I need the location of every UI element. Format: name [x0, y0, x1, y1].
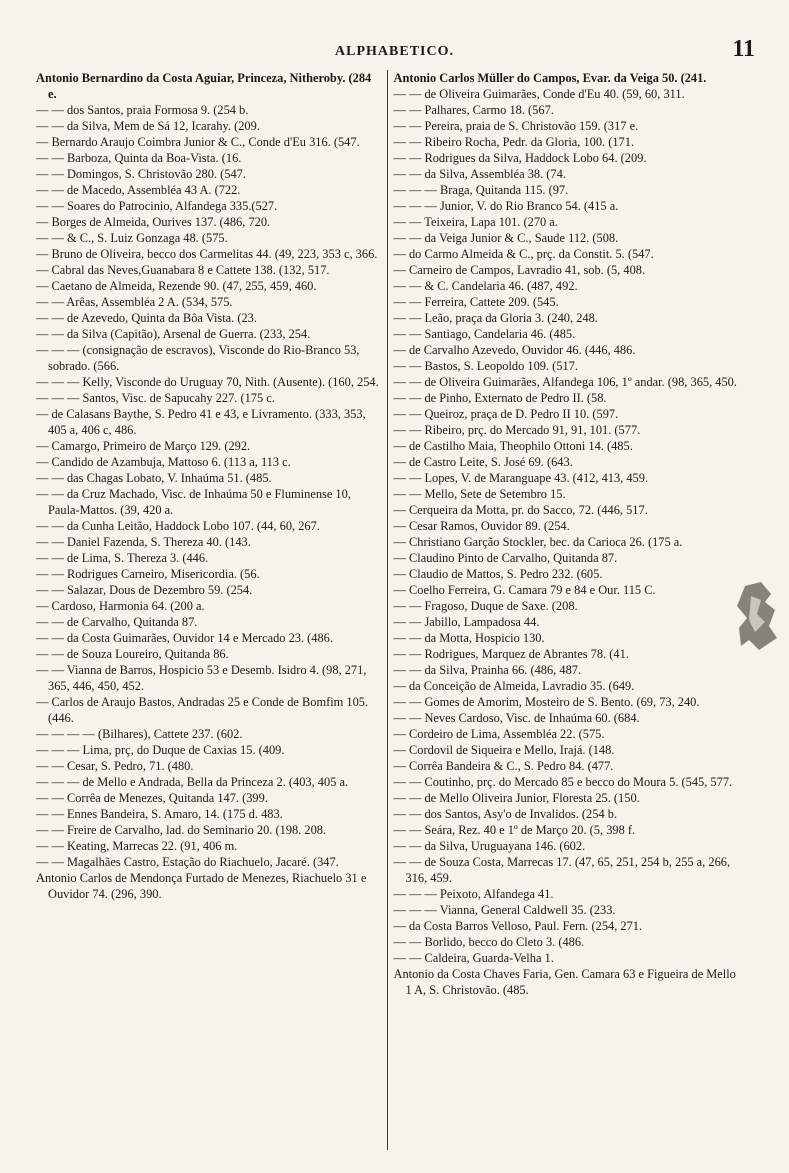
right-column-entry: — — Gomes de Amorim, Mosteiro de S. Bento. (69, 73, 240.	[393, 695, 700, 709]
left-column-entry: — Cabral das Neves,Guanabara 8 e Cattete 138. (132, 517.	[36, 263, 330, 277]
left-column-entry: — — dos Santos, praia Formosa 9. (254 b.	[36, 103, 249, 117]
left-column-entry: — — da Silva, Mem de Sá 12, Icarahy. (209.	[36, 119, 260, 133]
left-column-entry: — — da Silva (Capitão), Arsenal de Guerra. (233, 254.	[36, 327, 311, 341]
right-column-entry: — — & C. Candelaria 46. (487, 492.	[393, 279, 578, 293]
right-column-entry: — — — Vianna, General Caldwell 35. (233.	[393, 903, 616, 917]
right-column-entry: — Cerqueira da Motta, pr. do Sacco, 72. (446, 517.	[393, 503, 648, 517]
left-column-entry: — — de Macedo, Assembléa 43 A. (722.	[36, 183, 241, 197]
right-column-entry: — — Rodrigues da Silva, Haddock Lobo 64. (209.	[393, 151, 647, 165]
right-column-entry: — — de Pinho, Externato de Pedro II. (58.	[393, 391, 607, 405]
right-column-entry: — Corrêa Bandeira & C., S. Pedro 84. (477.	[393, 759, 614, 773]
left-column-entry: — — Ennes Bandeira, S. Amaro, 14. (175 d. 483.	[36, 807, 283, 821]
left-column-entry: — — Cesar, S. Pedro, 71. (480.	[36, 759, 194, 773]
right-column-entry: — — de Souza Costa, Marrecas 17. (47, 65, 251, 254 b, 255 a, 266, 316, 459.	[393, 855, 731, 885]
running-head	[0, 36, 789, 64]
right-column-entry: — de Castilho Maia, Theophilo Ottoni 14. (485.	[393, 439, 633, 453]
left-column-entry: — Caetano de Almeida, Rezende 90. (47, 255, 459, 460.	[36, 279, 317, 293]
right-column-entry: — — Lopes, V. de Maranguape 43. (412, 413, 459.	[393, 471, 649, 485]
left-column-entry: — Borges de Almeida, Ourives 137. (486, 720.	[36, 215, 271, 229]
left-column-entry: — — Salazar, Dous de Dezembro 59. (254.	[36, 583, 253, 597]
left-column-entry: — — de Souza Loureiro, Quitanda 86.	[36, 647, 229, 661]
right-column-entry: — — Queiroz, praça de D. Pedro II 10. (597.	[393, 407, 619, 421]
left-column-entry: — — — (consignação de escravos), Visconde do Rio-Branco 53, sobrado. (566.	[36, 343, 360, 373]
right-column-entry: — — de Oliveira Guimarães, Conde d'Eu 40. (59, 60, 311.	[393, 87, 685, 101]
right-column-entry: — Claudino Pinto de Carvalho, Quitanda 87.	[393, 551, 618, 565]
right-column-entry: — de Castro Leite, S. José 69. (643.	[393, 455, 573, 469]
right-column-entry: — — Neves Cardoso, Visc. de Inhaúma 60. (684.	[393, 711, 640, 725]
right-column-entry: — — da Veiga Junior & C., Saude 112. (508.	[393, 231, 619, 245]
left-column-entry: — Cardoso, Harmonia 64. (200 a.	[36, 599, 205, 613]
left-column-entry: — — da Cunha Leitão, Haddock Lobo 107. (44, 60, 267.	[36, 519, 320, 533]
left-column-entry: — Carlos de Araujo Bastos, Andradas 25 e Conde de Bomfim 105. (446.	[36, 695, 369, 725]
left-column-entry: — Candido de Azambuja, Mattoso 6. (113 a, 113 c.	[36, 455, 291, 469]
right-column-entry: — — de Oliveira Guimarães, Alfandega 106, 1º andar. (98, 365, 450.	[393, 375, 737, 389]
left-column-entry: — Bruno de Oliveira, becco dos Carmelitas 44. (49, 223, 353 c, 366.	[36, 247, 378, 261]
left-column-entry: — — Magalhães Castro, Estação do Riachuelo, Jacaré. (347.	[36, 855, 339, 869]
right-column-entry: — — Fragoso, Duque de Saxe. (208.	[393, 599, 578, 613]
right-column-entry: — — Coutinho, prç. do Mercado 85 e becco do Moura 5. (545, 577.	[393, 775, 733, 789]
right-column-entry: — — de Mello Oliveira Junior, Floresta 25. (150.	[393, 791, 640, 805]
left-column-entry: — — das Chagas Lobato, V. Inhaúma 51. (485.	[36, 471, 272, 485]
right-column-entry: Antonio da Costa Chaves Faria, Gen. Camara 63 e Figueira de Mello 1 A, S. Christovão. (485.	[393, 967, 736, 997]
left-column-entry: — de Calasans Baythe, S. Pedro 41 e 43, e Livramento. (333, 353, 405 a, 406 c, 486.	[36, 407, 366, 437]
left-column-entry: — — & C., S. Luiz Gonzaga 48. (575.	[36, 231, 228, 245]
right-column-entry: — de Carvalho Azevedo, Ouvidor 46. (446, 486.	[393, 343, 636, 357]
left-column-entry: — Bernardo Araujo Coimbra Junior & C., Conde d'Eu 316. (547.	[36, 135, 360, 149]
right-column-entry: — Cordovil de Siqueira e Mello, Irajá. (148.	[393, 743, 615, 757]
right-column-entry: — — Rodrigues, Marquez de Abrantes 78. (41.	[393, 647, 629, 661]
right-column	[388, 70, 741, 1150]
right-column-entry: — — Bastos, S. Leopoldo 109. (517.	[393, 359, 578, 373]
left-column-entry: — — Daniel Fazenda, S. Thereza 40. (143.	[36, 535, 251, 549]
left-column-entry: — — — Kelly, Visconde do Uruguay 70, Nith. (Ausente). (160, 254.	[36, 375, 379, 389]
right-column-entry: — — da Silva, Prainha 66. (486, 487.	[393, 663, 582, 677]
right-column-entry: — Coelho Ferreira, G. Camara 79 e 84 e Our. 115 C.	[393, 583, 656, 597]
left-column-entry: — — Keating, Marrecas 22. (91, 406 m.	[36, 839, 238, 853]
left-column-entry: — — da Costa Guimarães, Ouvidor 14 e Mercado 23. (486.	[36, 631, 333, 645]
left-column-entry: — — de Lima, S. Thereza 3. (446.	[36, 551, 209, 565]
left-column-entry: Antonio Bernardino da Costa Aguiar, Princeza, Nitheroby. (284 e.	[36, 71, 372, 101]
left-column-entry: — — Corrêa de Menezes, Quitanda 147. (399.	[36, 791, 268, 805]
left-column-entry: — — — Lima, prç, do Duque de Caxias 15. (409.	[36, 743, 285, 757]
left-column-entry: — — — — (Bilhares), Cattete 237. (602.	[36, 727, 243, 741]
left-column-entry: — — da Cruz Machado, Visc. de Inhaúma 50 e Fluminense 10, Paula-Mattos. (39, 420 a.	[36, 487, 351, 517]
left-column-entry: — — — Santos, Visc. de Sapucahy 227. (175 c.	[36, 391, 275, 405]
left-column-entry: — — Soares do Patrocinio, Alfandega 335.(527.	[36, 199, 278, 213]
right-column-entry: — — Santiago, Candelaria 46. (485.	[393, 327, 576, 341]
right-column-entry: — — da Motta, Hospicio 130.	[393, 631, 545, 645]
entries-columns	[36, 70, 740, 1150]
right-column-entry: — — Teixeira, Lapa 101. (270 a.	[393, 215, 558, 229]
right-column-entry: — — Jabillo, Lampadosa 44.	[393, 615, 540, 629]
left-column-entry: — — Barboza, Quinta da Boa-Vista. (16.	[36, 151, 242, 165]
left-column-entry: — — Freire de Carvalho, lad. do Seminario 20. (198. 208.	[36, 823, 327, 837]
left-column-entry: — Camargo, Primeiro de Março 129. (292.	[36, 439, 251, 453]
right-column-entry: — do Carmo Almeida & C., prç. da Constit. 5. (547.	[393, 247, 654, 261]
right-column-entry: — Carneiro de Campos, Lavradio 41, sob. (5, 408.	[393, 263, 646, 277]
left-column-entry: — — Arêas, Assembléa 2 A. (534, 575.	[36, 295, 233, 309]
right-column-entry: — — Ribeiro, prç. do Mercado 91, 91, 101. (577.	[393, 423, 641, 437]
right-column-entry: — da Costa Barros Velloso, Paul. Fern. (254, 271.	[393, 919, 643, 933]
right-column-entry: — — da Silva, Uruguayana 146. (602.	[393, 839, 586, 853]
right-column-entry: — — — Braga, Quitanda 115. (97.	[393, 183, 569, 197]
right-column-entry: — — Borlido, becco do Cleto 3. (486.	[393, 935, 585, 949]
margin-stamp-mark	[735, 580, 781, 652]
right-column-entry: — — Pereira, praia de S. Christovão 159. (317 e.	[393, 119, 639, 133]
left-column	[36, 70, 387, 1150]
right-column-entry: — Cesar Ramos, Ouvidor 89. (254.	[393, 519, 570, 533]
right-column-entry: — — Leão, praça da Gloria 3. (240, 248.	[393, 311, 598, 325]
page-number: 11	[732, 36, 755, 62]
page-title: ALPHABETICO.	[335, 44, 454, 59]
left-column-entry: Antonio Carlos de Mendonça Furtado de Menezes, Riachuelo 31 e Ouvidor 74. (296, 390.	[36, 871, 367, 901]
right-column-entry: — Christiano Garção Stockler, bec. da Carioca 26. (175 a.	[393, 535, 683, 549]
left-column-entry: — — Domingos, S. Christovão 280. (547.	[36, 167, 246, 181]
right-column-entry: — — Palhares, Carmo 18. (567.	[393, 103, 554, 117]
right-column-entry: — — Mello, Sete de Setembro 15.	[393, 487, 566, 501]
right-column-entry: — Cordeiro de Lima, Assembléa 22. (575.	[393, 727, 605, 741]
right-column-entry: — — — Peixoto, Alfandega 41.	[393, 887, 554, 901]
right-column-entry: — — — Junior, V. do Rio Branco 54. (415 a.	[393, 199, 619, 213]
right-column-entry: — da Conceição de Almeida, Lavradio 35. (649.	[393, 679, 635, 693]
left-column-entry: — — de Azevedo, Quinta da Bôa Vista. (23.	[36, 311, 257, 325]
right-column-entry: — — Seára, Rez. 40 e 1º de Março 20. (5, 398 f.	[393, 823, 636, 837]
right-column-entry: — — Ribeiro Rocha, Pedr. da Gloria, 100. (171.	[393, 135, 635, 149]
left-column-entry: — — Rodrigues Carneiro, Misericordia. (56.	[36, 567, 260, 581]
left-column-entry: — — de Carvalho, Quitanda 87.	[36, 615, 198, 629]
right-column-entry: — — da Silva, Assembléa 38. (74.	[393, 167, 566, 181]
left-column-entry: — — Vianna de Barros, Hospicio 53 e Desemb. Isidro 4. (98, 271, 365, 446, 450, 452.	[36, 663, 367, 693]
right-column-entry: — Claudio de Mattos, S. Pedro 232. (605.	[393, 567, 603, 581]
right-column-entry: — — Caldeira, Guarda-Velha 1.	[393, 951, 554, 965]
left-column-entry: — — — de Mello e Andrada, Bella da Princeza 2. (403, 405 a.	[36, 775, 349, 789]
right-column-entry: — — Ferreira, Cattete 209. (545.	[393, 295, 559, 309]
right-column-entry: Antonio Carlos Müller do Campos, Evar. da Veiga 50. (241.	[393, 71, 707, 85]
right-column-entry: — — dos Santos, Asy'o de Invalidos. (254 b.	[393, 807, 618, 821]
